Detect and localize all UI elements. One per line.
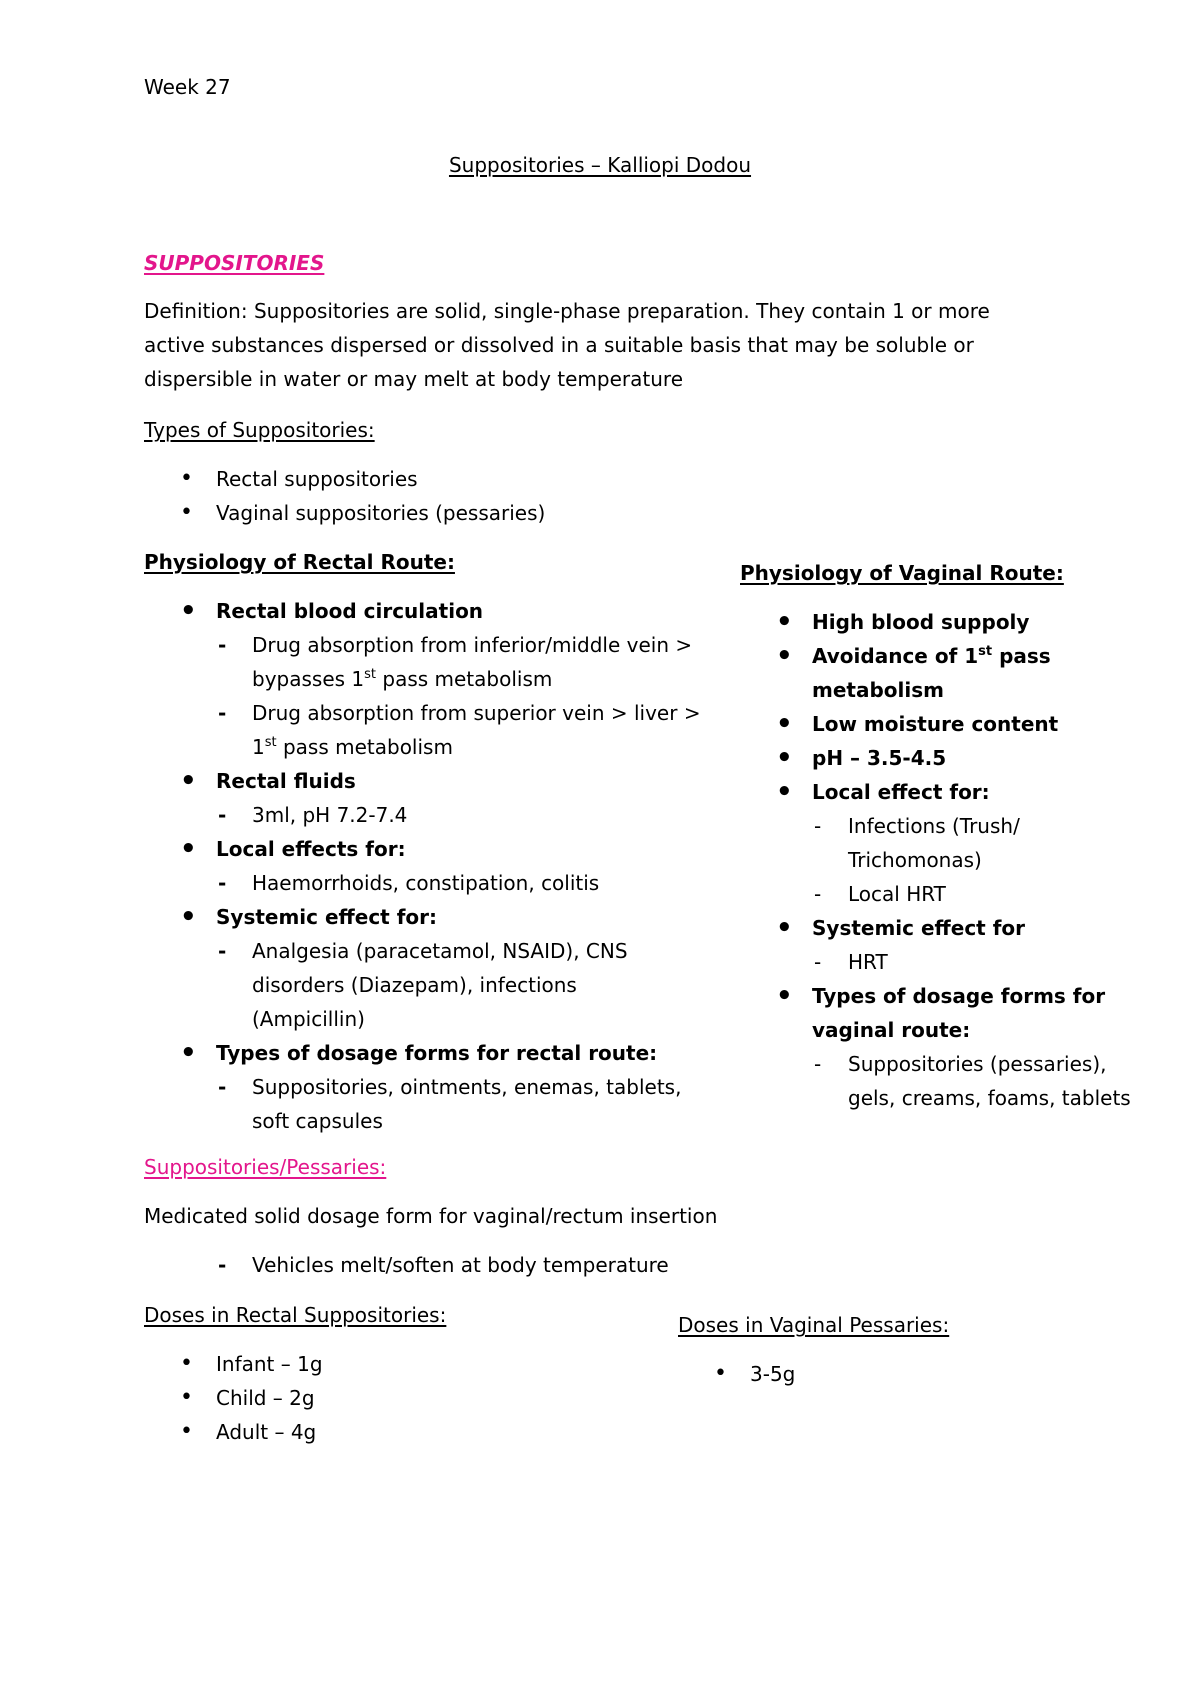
doses-vaginal-list (678, 1357, 795, 1391)
vaginal-dosage-label: vaginal route: (812, 1018, 971, 1042)
item-text: Avoidance of 1 (812, 644, 979, 668)
item-text: metabolism (812, 678, 944, 702)
sub-text: Suppositories, ointments, enemas, tablets, (252, 1075, 682, 1099)
sub-text: Suppositories (pessaries), (848, 1052, 1107, 1076)
definition-line: dispersible in water or may melt at body temperature (144, 367, 683, 391)
sub-text: Trichomonas) (848, 848, 982, 872)
document-title: Suppositories – Kalliopi Dodou (448, 153, 752, 177)
list-item: • Rectal suppositories (144, 462, 545, 496)
list-item (740, 911, 1180, 979)
vaginal-systemic-label: Systemic effect for (812, 916, 1025, 940)
superscript: st (364, 667, 377, 682)
vaginal-dosage-label: Types of dosage forms for (812, 984, 1106, 1008)
week-label: Week 27 (144, 75, 231, 99)
sub-text: Drug absorption from superior vein > liver > (252, 701, 701, 725)
vaginal-list (740, 605, 1180, 1115)
list-item: • High blood suppoly (740, 605, 1180, 639)
sub-text: Drug absorption from inferior/middle vein > (252, 633, 693, 657)
list-item (144, 900, 744, 1036)
doses-rectal-heading: Doses in Rectal Suppositories: (144, 1303, 447, 1327)
types-heading: Types of Suppositories: (144, 418, 375, 442)
list-item (740, 979, 1180, 1115)
sub-text: pass metabolism (276, 735, 453, 759)
sub-list-item (812, 809, 1180, 877)
sub-text: (Ampicillin) (252, 1007, 365, 1031)
sub-list-item: - HRT (812, 945, 1180, 979)
rectal-dosage-label: Types of dosage forms for rectal route: (216, 1041, 658, 1065)
sub-list-item (216, 1070, 744, 1138)
rectal-circulation-label: Rectal blood circulation (216, 599, 484, 623)
list-item (144, 594, 744, 764)
list-item: • Vaginal suppositories (pessaries) (144, 496, 545, 530)
sub-text: gels, creams, foams, tablets (848, 1086, 1131, 1110)
list-item: • Infant – 1g (144, 1347, 323, 1381)
sub-list-item (216, 696, 744, 764)
sub-list (216, 1070, 744, 1138)
sub-list-item: - Vehicles melt/soften at body temperature (216, 1248, 669, 1282)
list-item (144, 832, 744, 900)
list-item (144, 764, 744, 832)
rectal-fluids-label: Rectal fluids (216, 769, 356, 793)
sub-text: 1 (252, 735, 265, 759)
definition-line: active substances dispersed or dissolved in a suitable basis that may be soluble or (144, 333, 974, 357)
pessaries-sub-list (216, 1248, 669, 1282)
sub-list-item (812, 1047, 1180, 1115)
list-item: • 3-5g (678, 1357, 795, 1391)
sub-list (216, 628, 744, 764)
pessaries-description: Medicated solid dosage form for vaginal/rectum insertion (144, 1204, 718, 1228)
sub-text: Analgesia (paracetamol, NSAID), CNS (252, 939, 628, 963)
list-item (144, 1036, 744, 1138)
definition-paragraph (144, 294, 990, 396)
list-item: • pH – 3.5-4.5 (740, 741, 1180, 775)
sub-text: disorders (Diazepam), infections (252, 973, 577, 997)
sub-list (216, 798, 744, 832)
sub-list-item (216, 628, 744, 696)
sub-list-item: - Local HRT (812, 877, 1180, 911)
sub-list (812, 945, 1180, 979)
superscript: st (264, 735, 277, 750)
vaginal-local-label: Local effect for: (812, 780, 990, 804)
sub-list (216, 866, 744, 900)
rectal-systemic-label: Systemic effect for: (216, 905, 437, 929)
doses-rectal-list (144, 1347, 323, 1449)
sub-list-item (216, 934, 744, 1036)
sub-text: Infections (Trush/ (848, 814, 1020, 838)
sub-text: soft capsules (252, 1109, 383, 1133)
list-item (740, 639, 1180, 707)
rectal-local-label: Local effects for: (216, 837, 406, 861)
list-item (740, 775, 1180, 911)
sub-list (216, 934, 744, 1036)
sub-list-item: - 3ml, pH 7.2-7.4 (216, 798, 744, 832)
sub-list-item: - Haemorrhoids, constipation, colitis (216, 866, 744, 900)
vaginal-heading: Physiology of Vaginal Route: (740, 561, 1064, 585)
rectal-heading: Physiology of Rectal Route: (144, 550, 455, 574)
superscript: st (978, 644, 993, 659)
sub-text: pass metabolism (376, 667, 553, 691)
doses-vaginal-heading: Doses in Vaginal Pessaries: (678, 1313, 950, 1337)
definition-line: Definition: Suppositories are solid, single-phase preparation. They contain 1 or more (144, 299, 990, 323)
sub-list (812, 1047, 1180, 1115)
section-heading: SUPPOSITORIES (144, 251, 325, 275)
rectal-list (144, 594, 744, 1138)
list-item: • Low moisture content (740, 707, 1180, 741)
types-list (144, 462, 545, 530)
sub-text: bypasses 1 (252, 667, 365, 691)
sub-list (812, 809, 1180, 911)
list-item: • Child – 2g (144, 1381, 323, 1415)
item-text: pass (992, 644, 1051, 668)
list-item: • Adult – 4g (144, 1415, 323, 1449)
pessaries-heading: Suppositories/Pessaries: (144, 1155, 387, 1179)
